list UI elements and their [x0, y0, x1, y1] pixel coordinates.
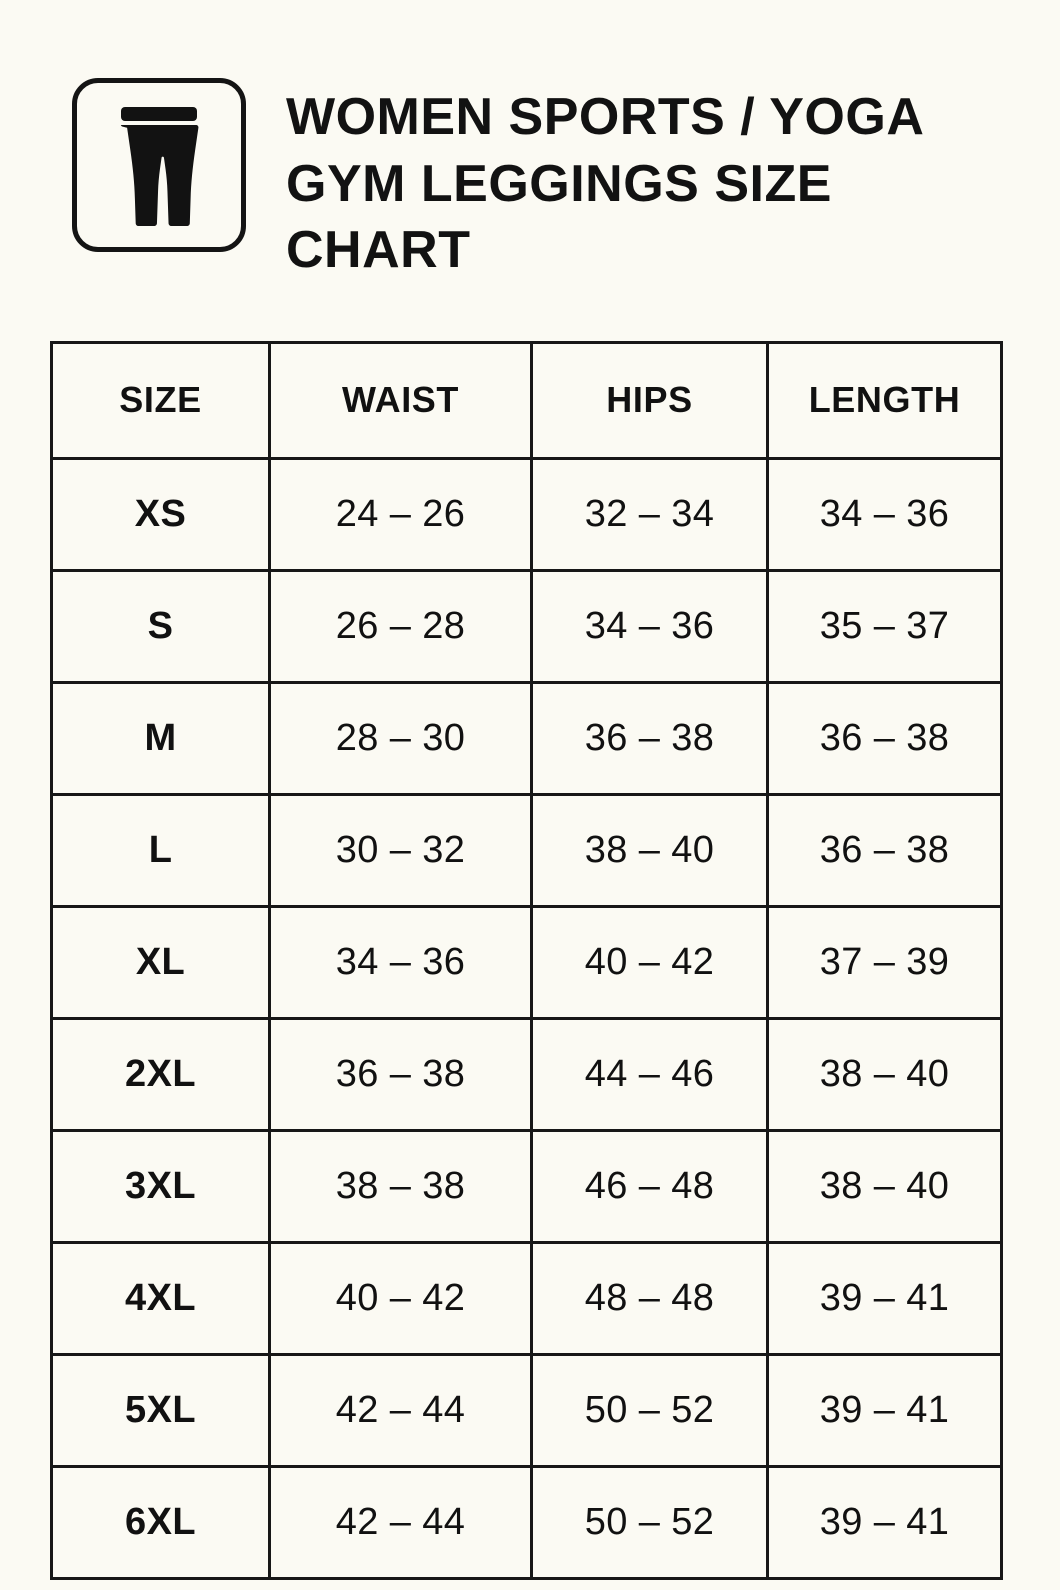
table-header-row	[52, 342, 1002, 458]
cell-hips: 50 – 52	[532, 1466, 768, 1578]
table-row	[52, 458, 1002, 570]
cell-hips: 48 – 48	[532, 1242, 768, 1354]
cell-hips: 32 – 34	[532, 458, 768, 570]
table-row	[52, 906, 1002, 1018]
table-row	[52, 1242, 1002, 1354]
cell-size: 5XL	[52, 1354, 270, 1466]
logo-frame	[72, 78, 246, 252]
column-header-hips: HIPS	[532, 342, 768, 458]
cell-size: 6XL	[52, 1466, 270, 1578]
table-row	[52, 570, 1002, 682]
column-header-length: LENGTH	[768, 342, 1002, 458]
cell-size: S	[52, 570, 270, 682]
size-table-wrap	[50, 341, 1000, 1580]
size-chart-table	[50, 341, 1003, 1580]
cell-size: 2XL	[52, 1018, 270, 1130]
page-title: WOMEN SPORTS / YOGA GYM LEGGINGS SIZE CHART	[286, 88, 923, 280]
cell-waist: 38 – 38	[270, 1130, 532, 1242]
page-header	[0, 0, 1060, 284]
cell-hips: 38 – 40	[532, 794, 768, 906]
cell-waist: 24 – 26	[270, 458, 532, 570]
cell-hips: 46 – 48	[532, 1130, 768, 1242]
cell-size: 3XL	[52, 1130, 270, 1242]
table-row	[52, 1130, 1002, 1242]
cell-waist: 40 – 42	[270, 1242, 532, 1354]
cell-length: 34 – 36	[768, 458, 1002, 570]
cell-waist: 42 – 44	[270, 1354, 532, 1466]
cell-hips: 36 – 38	[532, 682, 768, 794]
cell-length: 36 – 38	[768, 682, 1002, 794]
cell-waist: 30 – 32	[270, 794, 532, 906]
leggings-icon	[111, 103, 207, 227]
column-header-waist: WAIST	[270, 342, 532, 458]
cell-size: 4XL	[52, 1242, 270, 1354]
cell-hips: 40 – 42	[532, 906, 768, 1018]
cell-size: M	[52, 682, 270, 794]
cell-length: 39 – 41	[768, 1466, 1002, 1578]
table-row	[52, 1354, 1002, 1466]
cell-waist: 26 – 28	[270, 570, 532, 682]
cell-length: 38 – 40	[768, 1130, 1002, 1242]
cell-length: 39 – 41	[768, 1242, 1002, 1354]
column-header-size: SIZE	[52, 342, 270, 458]
cell-hips: 34 – 36	[532, 570, 768, 682]
cell-length: 39 – 41	[768, 1354, 1002, 1466]
cell-length: 36 – 38	[768, 794, 1002, 906]
cell-waist: 34 – 36	[270, 906, 532, 1018]
cell-size: XL	[52, 906, 270, 1018]
cell-size: L	[52, 794, 270, 906]
cell-length: 38 – 40	[768, 1018, 1002, 1130]
cell-waist: 28 – 30	[270, 682, 532, 794]
cell-size: XS	[52, 458, 270, 570]
table-row	[52, 1466, 1002, 1578]
cell-waist: 36 – 38	[270, 1018, 532, 1130]
cell-length: 35 – 37	[768, 570, 1002, 682]
cell-hips: 44 – 46	[532, 1018, 768, 1130]
table-row	[52, 794, 1002, 906]
title-wrap	[286, 78, 1030, 284]
cell-length: 37 – 39	[768, 906, 1002, 1018]
table-row	[52, 1018, 1002, 1130]
table-row	[52, 682, 1002, 794]
cell-hips: 50 – 52	[532, 1354, 768, 1466]
cell-waist: 42 – 44	[270, 1466, 532, 1578]
